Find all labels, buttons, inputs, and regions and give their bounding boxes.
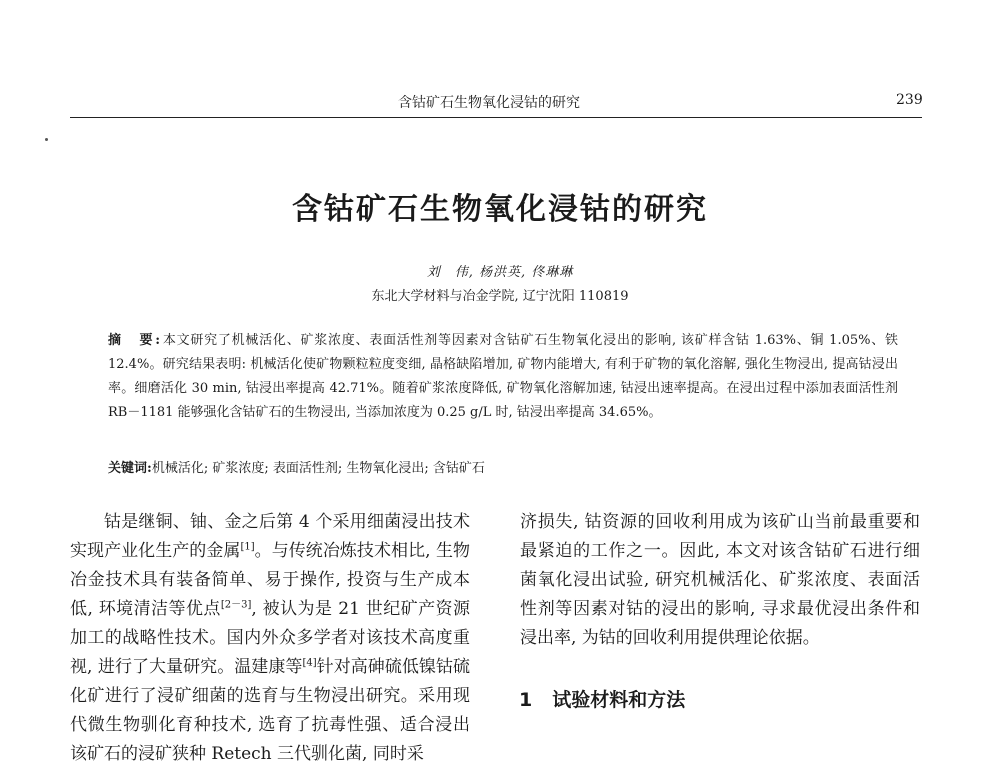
intro-text-part-2: 。与传统冶炼技术相比, 生物冶金技术具有装备简单、易于操作, 投资与生产成本低, 环境清洁等优点	[70, 541, 471, 619]
left-column	[70, 508, 471, 764]
author-list: 刘 伟, 杨洪英, 佟琳琳	[426, 265, 574, 280]
intro-text-part-4: 针对高砷硫低镍钴硫化矿进行了浸矿细菌的选育与生物浸出研究。采用现代微生物驯化育种技术, 选育了抗毒性强、适合浸出该矿石的浸矿狭种 Retech 三代驯化菌, 同时采	[70, 657, 471, 764]
citation-2: [2－3]	[220, 599, 252, 611]
running-header-title: 含钴矿石生物氧化浸钴的研究	[398, 95, 580, 111]
intro-paragraph	[70, 508, 470, 769]
abstract	[108, 329, 898, 425]
page-number: 239	[896, 92, 923, 108]
intro-text-part-3: , 被认为是 21 世纪矿产资源加工的战略性技术。国内外众多学者对该技术高度重视, 进行了大量研究。温建康等	[70, 599, 470, 677]
citation-3: [4]	[302, 657, 317, 669]
section-title: 试验材料和方法	[552, 689, 686, 711]
citation-1: [1]	[240, 541, 255, 553]
abstract-text: 本文研究了机械活化、矿浆浓度、表面活性剂等因素对含钴矿石生物氧化浸出的影响, 该矿样含钴 1.63%、铜 1.05%、铁 12.4%。研究结果表明: 机械活化使矿物颗粒粒度变细, 晶格缺陷增加, 矿物内能增大, 有利于矿物的氧化溶解, 强化生物浸出, 提高钴浸出率。细磨活化 30 min, 钴浸出率提高 42.71%。随着矿浆浓度降低, 矿物氧化溶解加速, 钴浸出速率提高。在浸出过程中添加表面活性剂 RB－1181 能够强化含钴矿石的生物浸出, 当添加浓度为 0.25 g/L 时, 钴浸出率提高 34.65%。	[108, 333, 898, 420]
abstract-label: 摘 要:	[108, 333, 163, 348]
header-rule	[70, 117, 922, 118]
section-number: 1	[519, 689, 533, 711]
right-paragraph: 济损失, 钴资源的回收利用成为该矿山当前最重要和最紧迫的工作之一。因此, 本文对该含钴矿石进行细菌氧化浸出试验, 研究机械活化、矿浆浓度、表面活性剂等因素对钴的浸出的影响, 寻求最优浸出条件和浸出率, 为钴的回收利用提供理论依据。	[520, 512, 920, 648]
right-column	[520, 508, 920, 653]
intro-text-part-1: 钴是继铜、铀、金之后第 4 个采用细菌浸出技术实现产业化生产的金属	[70, 512, 470, 561]
scan-speck	[45, 138, 48, 141]
section-heading	[519, 685, 685, 712]
keywords-text: 机械活化; 矿浆浓度; 表面活性剂; 生物氧化浸出; 含钴矿石	[151, 461, 485, 476]
paper-title: 含钴矿石生物氧化浸钴的研究	[292, 192, 708, 227]
keywords	[108, 457, 898, 481]
keywords-label: 关键词:	[108, 461, 152, 476]
affiliation: 东北大学材料与冶金学院, 辽宁沈阳 110819	[371, 289, 629, 304]
